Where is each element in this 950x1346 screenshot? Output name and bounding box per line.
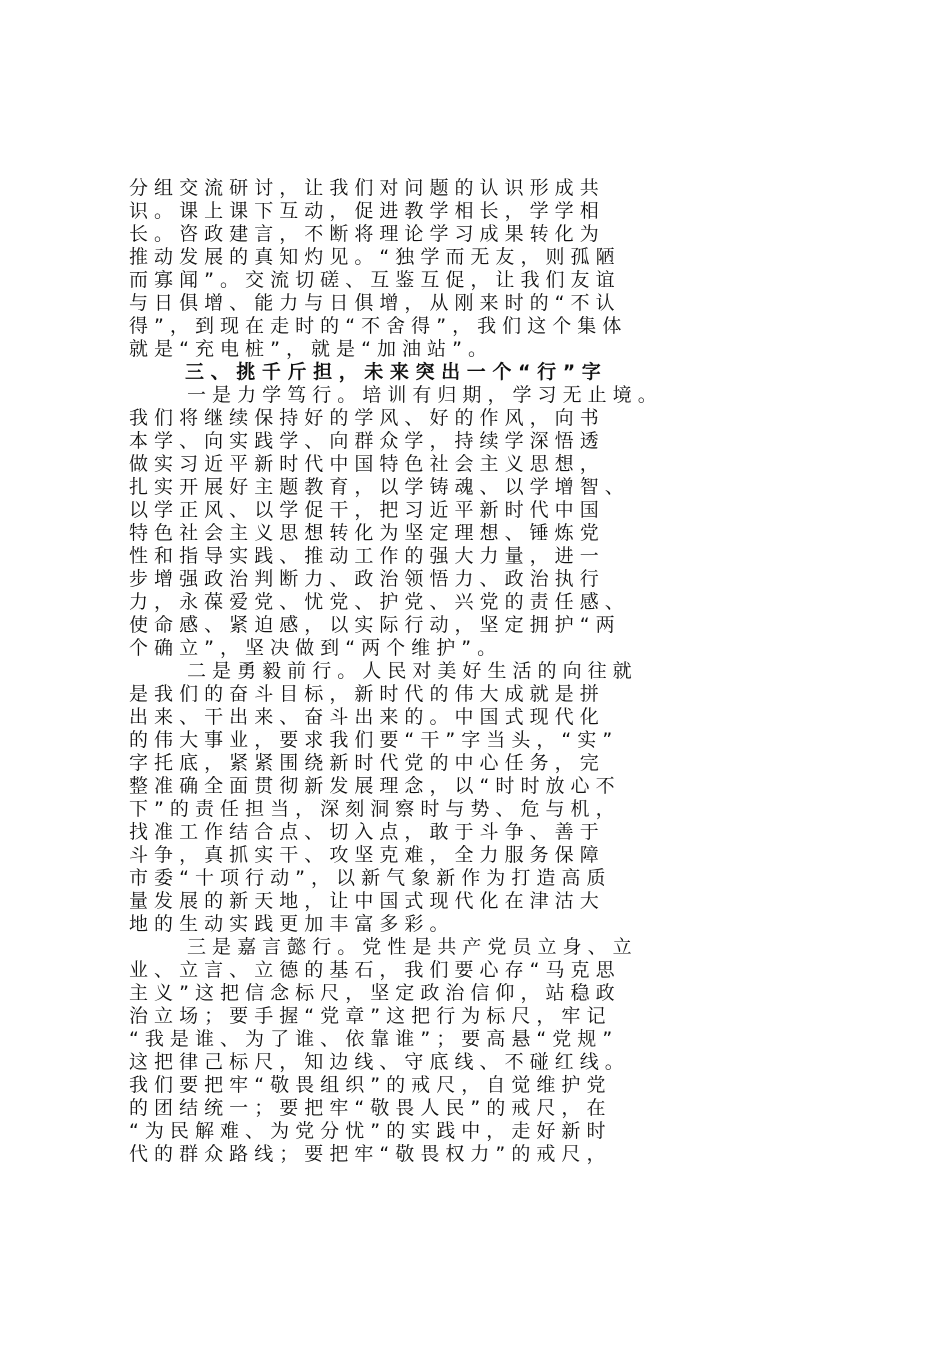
- text-line: 字 托 底 ， 紧 紧 围 绕 新 时 代 党 的 中 心 任 务 ， 完: [129, 752, 599, 774]
- text-line: 就 是 “ 充 电 桩 ” ， 就 是 “ 加 油 站 ” 。: [129, 338, 487, 360]
- text-line: 是 我 们 的 奋 斗 目 标 ， 新 时 代 的 伟 大 成 就 是 拼: [129, 683, 599, 705]
- text-line: 步 增 强 政 治 判 断 力 、 政 治 领 悟 力 、 政 治 执 行: [129, 568, 599, 590]
- text-line: 与 日 俱 增 、 能 力 与 日 俱 增 ， 从 刚 来 时 的 “ 不 认: [129, 292, 615, 314]
- text-line: 量 发 展 的 新 天 地 ， 让 中 国 式 现 代 化 在 津 沽 大: [129, 890, 599, 912]
- text-line: 的 团 结 统 一 ； 要 把 牢 “ 敬 畏 人 民 ” 的 戒 尺 ， 在: [129, 1097, 606, 1119]
- text-line: 业 、 立 言 、 立 德 的 基 石 ， 我 们 要 心 存 “ 马 克 思: [129, 959, 615, 981]
- text-line: 我 们 将 继 续 保 持 好 的 学 风 、 好 的 作 风 ， 向 书: [129, 407, 599, 429]
- text-line: 主 义 ” 这 把 信 念 标 尺 ， 坚 定 政 治 信 仰 ， 站 稳 政: [129, 982, 615, 1004]
- paragraph-heading-line: 一 是 力 学 笃 行 。 培 训 有 归 期 ， 学 习 无 止 境 。: [187, 384, 657, 406]
- paragraph-heading-line: 三 是 嘉 言 懿 行 。 党 性 是 共 产 党 员 立 身 、 立: [187, 936, 632, 958]
- text-line: 得 ” ， 到 现 在 走 时 的 “ 不 舍 得 ” ， 我 们 这 个 集 体: [129, 315, 622, 337]
- text-line: 长 。 咨 政 建 言 ， 不 断 将 理 论 学 习 成 果 转 化 为: [129, 223, 599, 245]
- text-line: 找 准 工 作 结 合 点 、 切 入 点 ， 敢 于 斗 争 、 善 于: [129, 821, 599, 843]
- text-line: 市 委 “ 十 项 行 动 ” ， 以 新 气 象 新 作 为 打 造 高 质: [129, 867, 606, 889]
- text-line: 下 ” 的 责 任 担 当 ， 深 刻 洞 察 时 与 势 、 危 与 机 ，: [129, 798, 615, 820]
- text-line: 扎 实 开 展 好 主 题 教 育 ， 以 学 铸 魂 、 以 学 增 智 、: [129, 476, 624, 498]
- paragraph-heading-line: 二 是 勇 毅 前 行 。 人 民 对 美 好 生 活 的 向 往 就: [187, 660, 632, 682]
- text-line: “ 我 是 谁 、 为 了 谁 、 依 靠 谁 ” ； 要 高 悬 “ 党 规 ”: [129, 1028, 613, 1050]
- text-line: 个 确 立 ” ， 坚 决 做 到 “ 两 个 维 护 ” 。: [129, 637, 497, 659]
- text-line: “ 为 民 解 难 、 为 党 分 忧 ” 的 实 践 中 ， 走 好 新 时: [129, 1120, 606, 1142]
- text-line: 出 来 、 干 出 来 、 奋 斗 出 来 的 。 中 国 式 现 代 化: [129, 706, 599, 728]
- text-line: 以 学 正 风 、 以 学 促 干 ， 把 习 近 平 新 时 代 中 国: [129, 499, 599, 521]
- text-line: 分 组 交 流 研 讨 ， 让 我 们 对 问 题 的 认 识 形 成 共: [129, 177, 599, 199]
- text-line: 推 动 发 展 的 真 知 灼 见 。 “ 独 学 而 无 友 ， 则 孤 陋: [129, 246, 615, 268]
- text-line: 识 。 课 上 课 下 互 动 ， 促 进 教 学 相 长 ， 学 学 相: [129, 200, 599, 222]
- text-line: 力 ， 永 葆 爱 党 、 忧 党 、 护 党 、 兴 党 的 责 任 感 、: [129, 591, 624, 613]
- text-line: 斗 争 ， 真 抓 实 干 、 攻 坚 克 难 ， 全 力 服 务 保 障: [129, 844, 599, 866]
- text-line: 本 学 、 向 实 践 学 、 向 群 众 学 ， 持 续 学 深 悟 透: [129, 430, 599, 452]
- text-line: 特 色 社 会 主 义 思 想 转 化 为 坚 定 理 想 、 锤 炼 党: [129, 522, 599, 544]
- text-line: 而 寡 闻 ” 。 交 流 切 磋 、 互 鉴 互 促 ， 让 我 们 友 谊: [129, 269, 615, 291]
- text-line: 这 把 律 己 标 尺 ， 知 边 线 、 守 底 线 、 不 碰 红 线 。: [129, 1051, 624, 1073]
- text-line: 代 的 群 众 路 线 ； 要 把 牢 “ 敬 畏 权 力 ” 的 戒 尺 ，: [129, 1143, 606, 1165]
- text-line: 整 准 确 全 面 贯 彻 新 发 展 理 念 ， 以 “ 时 时 放 心 不: [129, 775, 615, 797]
- text-line: 的 伟 大 事 业 ， 要 求 我 们 要 “ 干 ” 字 当 头 ， “ 实 ”: [129, 729, 613, 751]
- text-line: 做 实 习 近 平 新 时 代 中 国 特 色 社 会 主 义 思 想 ，: [129, 453, 599, 475]
- text-line: 使 命 感 、 紧 迫 感 ， 以 实 际 行 动 ， 坚 定 拥 护 “ 两: [129, 614, 615, 636]
- section-heading: 三 、 挑 千 斤 担 ， 未 来 突 出 一 个 “ 行 ” 字: [185, 361, 601, 383]
- text-line: 地 的 生 动 实 践 更 加 丰 富 多 彩 。: [129, 913, 449, 935]
- text-line: 我 们 要 把 牢 “ 敬 畏 组 织 ” 的 戒 尺 ， 自 觉 维 护 党: [129, 1074, 606, 1096]
- text-line: 性 和 指 导 实 践 、 推 动 工 作 的 强 大 力 量 ， 进 一: [129, 545, 599, 567]
- text-line: 治 立 场 ； 要 手 握 “ 党 章 ” 这 把 行 为 标 尺 ， 牢 记: [129, 1005, 606, 1027]
